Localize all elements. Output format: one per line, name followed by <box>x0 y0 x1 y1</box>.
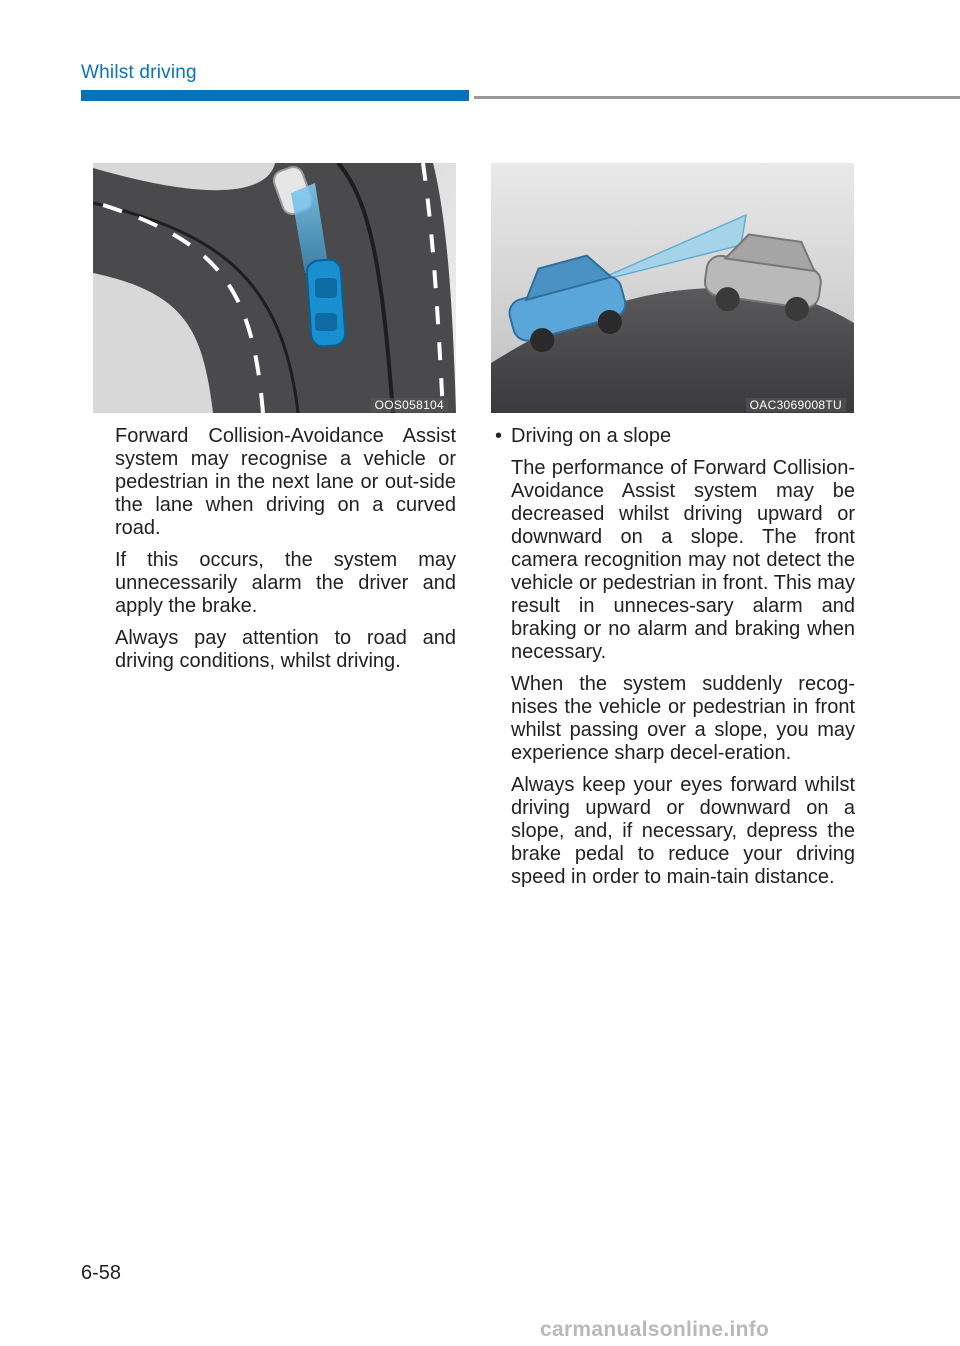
slope-illustration <box>491 163 854 413</box>
curved-road-illustration <box>93 163 456 413</box>
paragraph: Always keep your eyes forward whilst driving upward or downward on a slope, and, if necessary, depress the brake pedal to reduce your driving speed in order to main-tain distance. <box>511 774 855 888</box>
paragraph: Forward Collision-Avoidance Assist system may recognise a vehicle or pedestrian in the next lane or out-side the lane when driving on a curved road. <box>115 425 456 539</box>
section-title: Whilst driving <box>81 62 197 83</box>
figure-code-right: OAC3069008TU <box>746 398 846 412</box>
header-rule-grey <box>474 96 960 99</box>
paragraph: If this occurs, the system may unnecessarily alarm the driver and apply the brake. <box>115 549 456 617</box>
bullet-mark: • <box>495 425 503 447</box>
right-text-column <box>495 425 855 898</box>
paragraph: When the system suddenly recog-nises the vehicle or pedestrian in front whilst passing over a slope, you may experience sharp decel-eration. <box>511 673 855 764</box>
page-number: 6-58 <box>81 1262 122 1284</box>
header-rule-blue <box>81 90 469 101</box>
figure-code-left: OOS058104 <box>371 398 448 412</box>
paragraph: Always pay attention to road and driving conditions, whilst driving. <box>115 627 456 672</box>
watermark: carmanualsonline.info <box>540 1318 770 1341</box>
bullet-heading <box>495 425 855 448</box>
paragraph: The performance of Forward Collision-Avoidance Assist system may be decreased whilst driving upward or downward on a slope. The front camera recognition may not detect the vehicle or pedestrian in front. This may result in unneces-sary alarm and braking or no alarm and braking when necessary. <box>511 457 855 663</box>
left-text-column <box>115 425 456 682</box>
bullet-title: Driving on a slope <box>511 425 672 447</box>
